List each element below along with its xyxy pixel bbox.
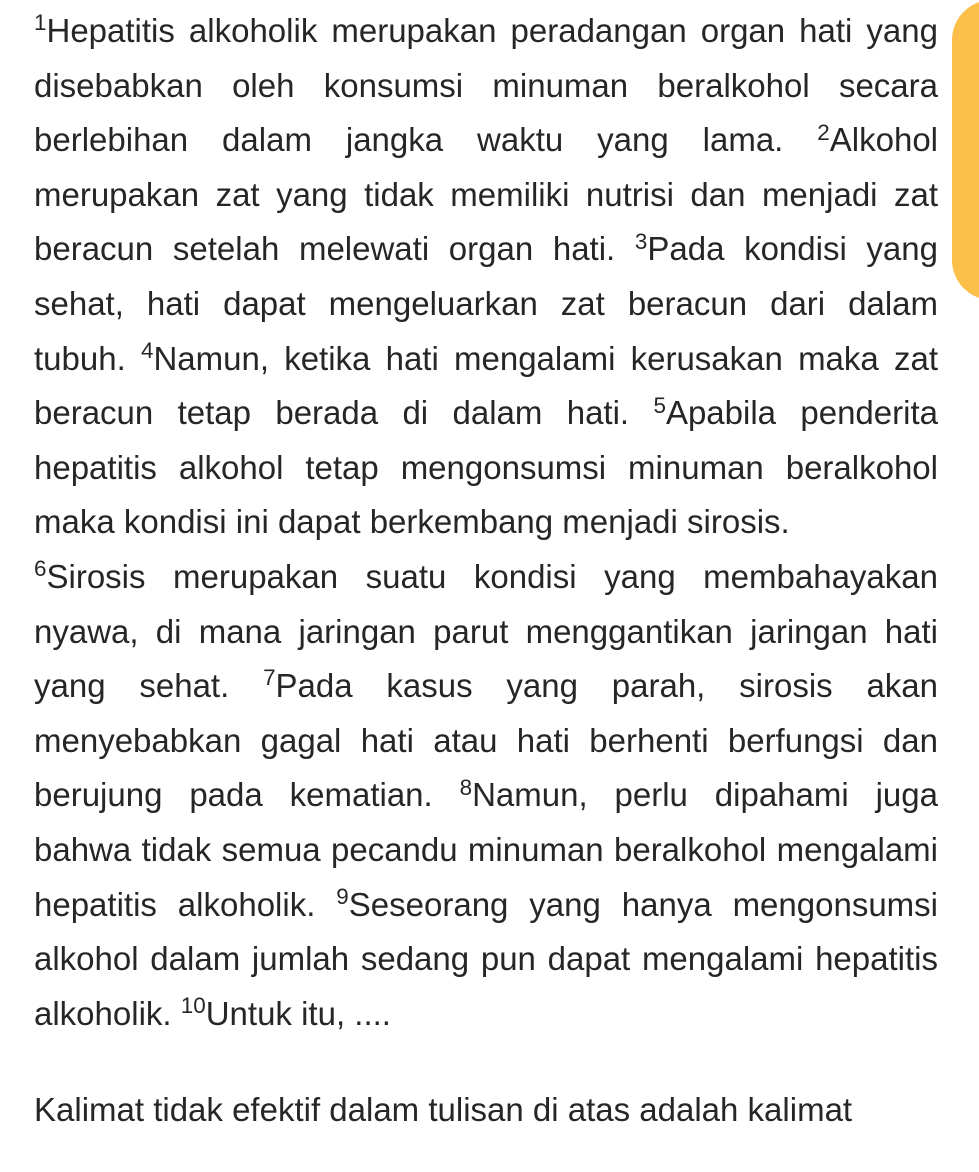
sentence-text: Seseorang yang hanya mengonsumsi alkohol dalam jumlah sedang pun dapat mengalami hepatitis alkoholik. — [34, 885, 938, 1032]
sentence-text: Sirosis merupakan suatu kondisi yang membahayakan nyawa, di mana jaringan parut menggantikan jaringan hati yang sehat. — [34, 557, 938, 705]
sentence-text: Namun, perlu dipahami juga bahwa tidak semua pecandu minuman beralkohol mengalami hepatitis alkoholik. — [34, 776, 938, 923]
sentence-text: Alkohol merupakan zat yang tidak memiliki nutrisi dan menjadi zat beracun setelah melewati organ hati. — [34, 121, 938, 268]
sentence-number: 3 — [634, 228, 648, 254]
sentence-text: Apabila penderita hepatitis alkohol tetap mengonsumsi minuman beralkohol maka kondisi ini dapat berkembang menjadi sirosis. — [34, 394, 938, 541]
paragraph-1 — [34, 4, 938, 550]
sentence-number: 7 — [263, 665, 276, 691]
sentence-text: Pada kondisi yang sehat, hati dapat mengeluarkan zat beracun dari dalam tubuh. — [34, 230, 938, 377]
side-tab-accent[interactable] — [952, 0, 979, 300]
sentence-number: 10 — [180, 993, 206, 1019]
sentence-number: 5 — [653, 392, 666, 418]
sentence-text: Namun, ketika hati mengalami kerusakan maka zat beracun tetap berada di dalam hati. — [34, 339, 938, 432]
sentence-number: 8 — [459, 774, 473, 800]
sentence-text: Hepatitis alkoholik merupakan peradangan organ hati yang disebabkan oleh konsumsi minuman beralkohol secara berlebihan dalam jangka waktu yang lama. — [34, 12, 938, 159]
sentence-text: Untuk itu, .... — [205, 994, 391, 1032]
sentence-number: 9 — [336, 883, 349, 909]
sentence-number: 2 — [817, 119, 830, 145]
sentence-number: 4 — [140, 337, 154, 363]
sentence-number: 1 — [34, 10, 47, 36]
passage — [34, 4, 938, 1041]
question-text: Kalimat tidak efektif dalam tulisan di atas adalah kalimat — [34, 1091, 853, 1128]
paragraph-2 — [34, 550, 938, 1041]
sentence-text: Pada kasus yang parah, sirosis akan menyebabkan gagal hati atau hati berhenti berfungsi dan berujung pada kematian. — [34, 667, 939, 814]
sentence-number: 6 — [34, 556, 47, 582]
